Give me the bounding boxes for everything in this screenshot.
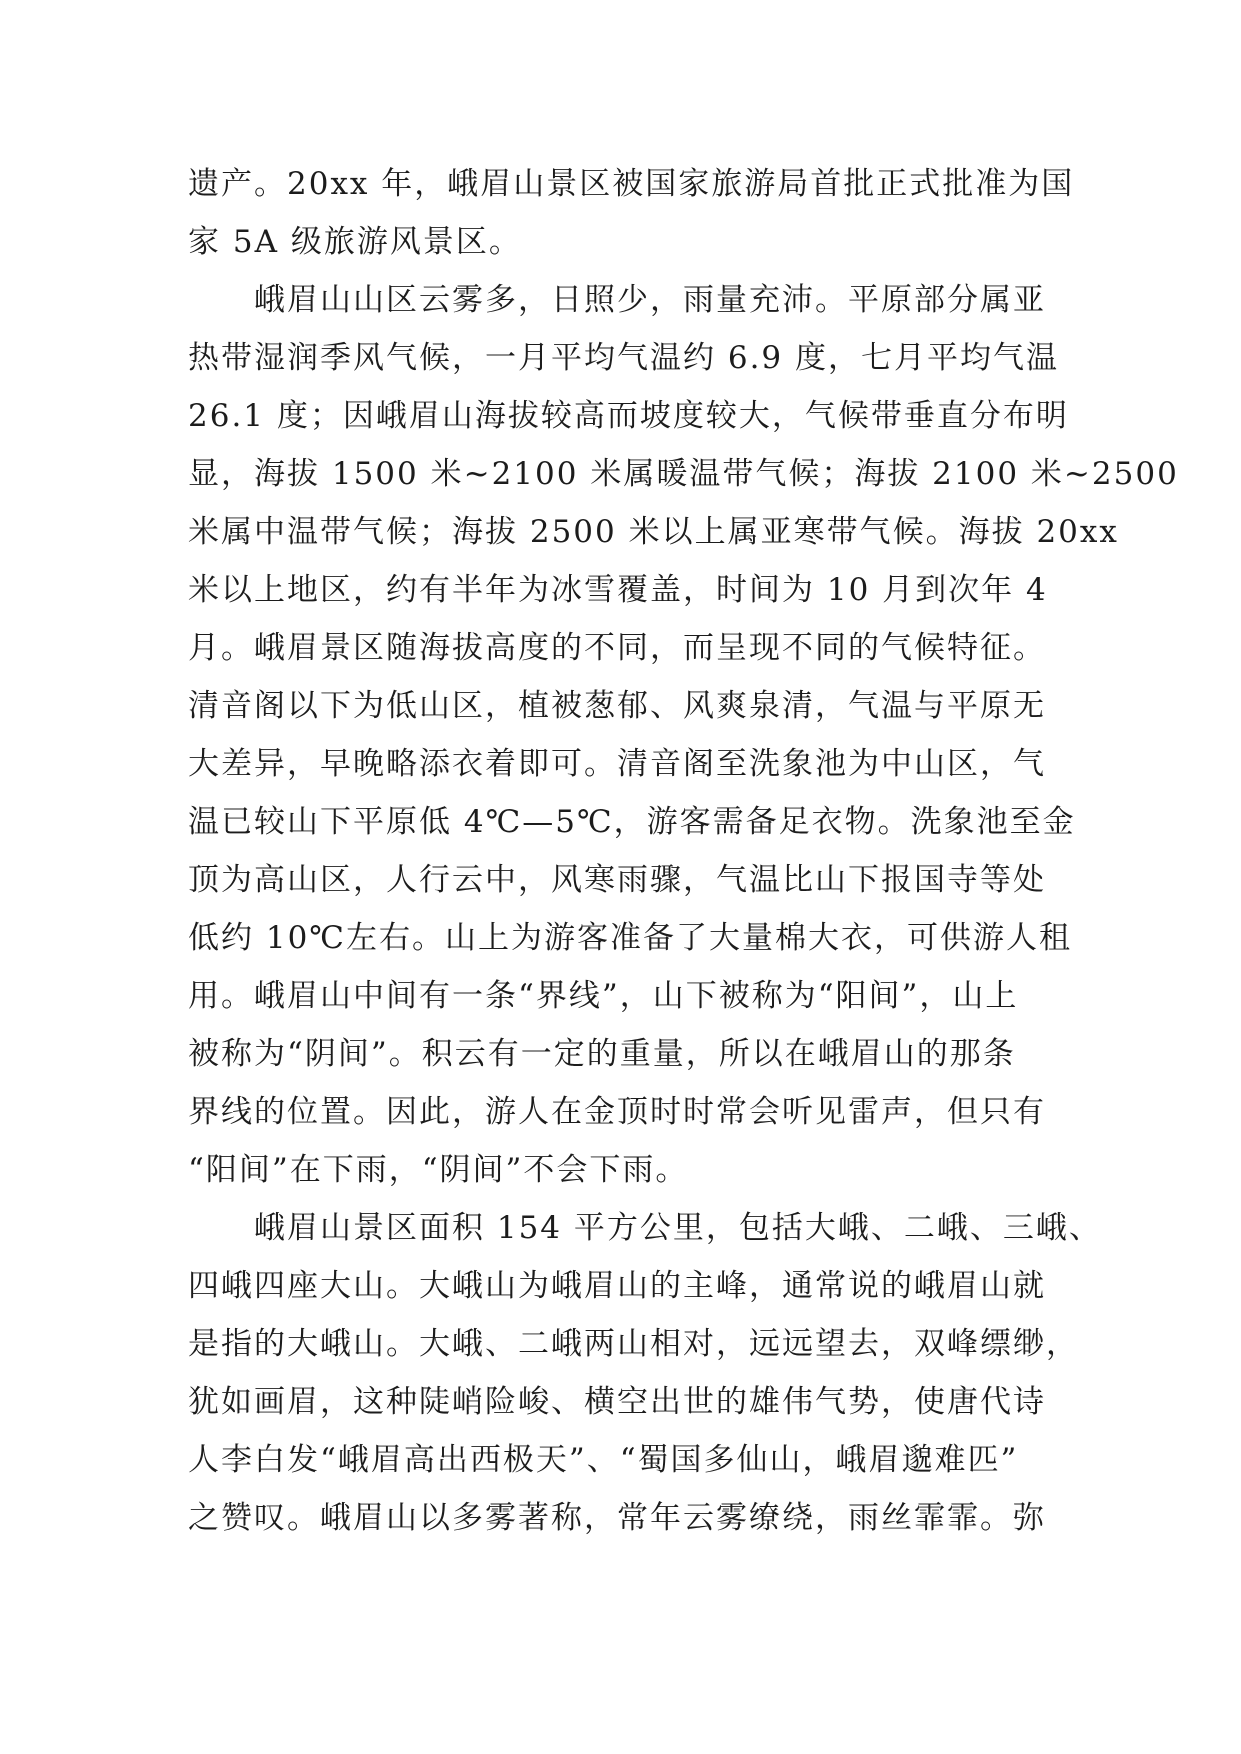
text-line: 家 5A 级旅游风景区。 xyxy=(188,224,522,260)
text-line: 遗产。20xx 年，峨眉山景区被国家旅游局首批正式批准为国 xyxy=(188,166,1075,202)
text-line: 被称为“阴间”。积云有一定的重量，所以在峨眉山的那条 xyxy=(188,1036,1016,1072)
text-line: 大差异，早晚略添衣着即可。清音阁至洗象池为中山区，气 xyxy=(188,746,1046,782)
text-line: 月。峨眉景区随海拔高度的不同，而呈现不同的气候特征。 xyxy=(188,630,1046,666)
text-line: 峨眉山山区云雾多，日照少，雨量充沛。平原部分属亚 xyxy=(254,282,1046,318)
text-line: 清音阁以下为低山区，植被葱郁、风爽泉清，气温与平原无 xyxy=(188,688,1046,724)
text-line: 界线的位置。因此，游人在金顶时时常会听见雷声，但只有 xyxy=(188,1094,1046,1130)
text-line: 米以上地区，约有半年为冰雪覆盖，时间为 10 月到次年 4 xyxy=(188,572,1048,608)
text-line: 热带湿润季风气候，一月平均气温约 6.9 度，七月平均气温 xyxy=(188,340,1060,376)
text-line: 犹如画眉，这种陡峭险峻、横空出世的雄伟气势，使唐代诗 xyxy=(188,1384,1046,1420)
text-line: “阳间”在下雨，“阴间”不会下雨。 xyxy=(188,1152,689,1188)
text-line: 之赞叹。峨眉山以多雾著称，常年云雾缭绕，雨丝霏霏。弥 xyxy=(188,1500,1046,1536)
paragraph-2 xyxy=(188,271,1179,1199)
text-line: 峨眉山景区面积 154 平方公里，包括大峨、二峨、三峨、 xyxy=(254,1210,1102,1246)
text-line: 温已较山下平原低 4℃—5℃，游客需备足衣物。洗象池至金 xyxy=(188,804,1076,840)
text-line: 是指的大峨山。大峨、二峨两山相对，远远望去，双峰缥缈， xyxy=(188,1326,1079,1362)
body-text xyxy=(188,155,1179,1547)
text-line: 顶为高山区，人行云中，风寒雨骤，气温比山下报国寺等处 xyxy=(188,862,1046,898)
text-line: 用。峨眉山中间有一条“界线”，山下被称为“阳间”，山上 xyxy=(188,978,1019,1014)
paragraph-3 xyxy=(188,1199,1102,1547)
text-line: 米属中温带气候；海拔 2500 米以上属亚寒带气候。海拔 20xx xyxy=(188,514,1119,550)
paragraph-1 xyxy=(188,155,1075,271)
text-line: 四峨四座大山。大峨山为峨眉山的主峰，通常说的峨眉山就 xyxy=(188,1268,1046,1304)
text-line: 26.1 度；因峨眉山海拔较高而坡度较大，气候带垂直分布明 xyxy=(188,398,1069,434)
text-line: 人李白发“峨眉高出西极天”、“蜀国多仙山，峨眉邈难匹” xyxy=(188,1442,1019,1478)
text-line: 低约 10℃左右。山上为游客准备了大量棉大衣，可供游人租 xyxy=(188,920,1072,956)
text-line: 显，海拔 1500 米~2100 米属暖温带气候；海拔 2100 米~2500 xyxy=(188,456,1179,492)
